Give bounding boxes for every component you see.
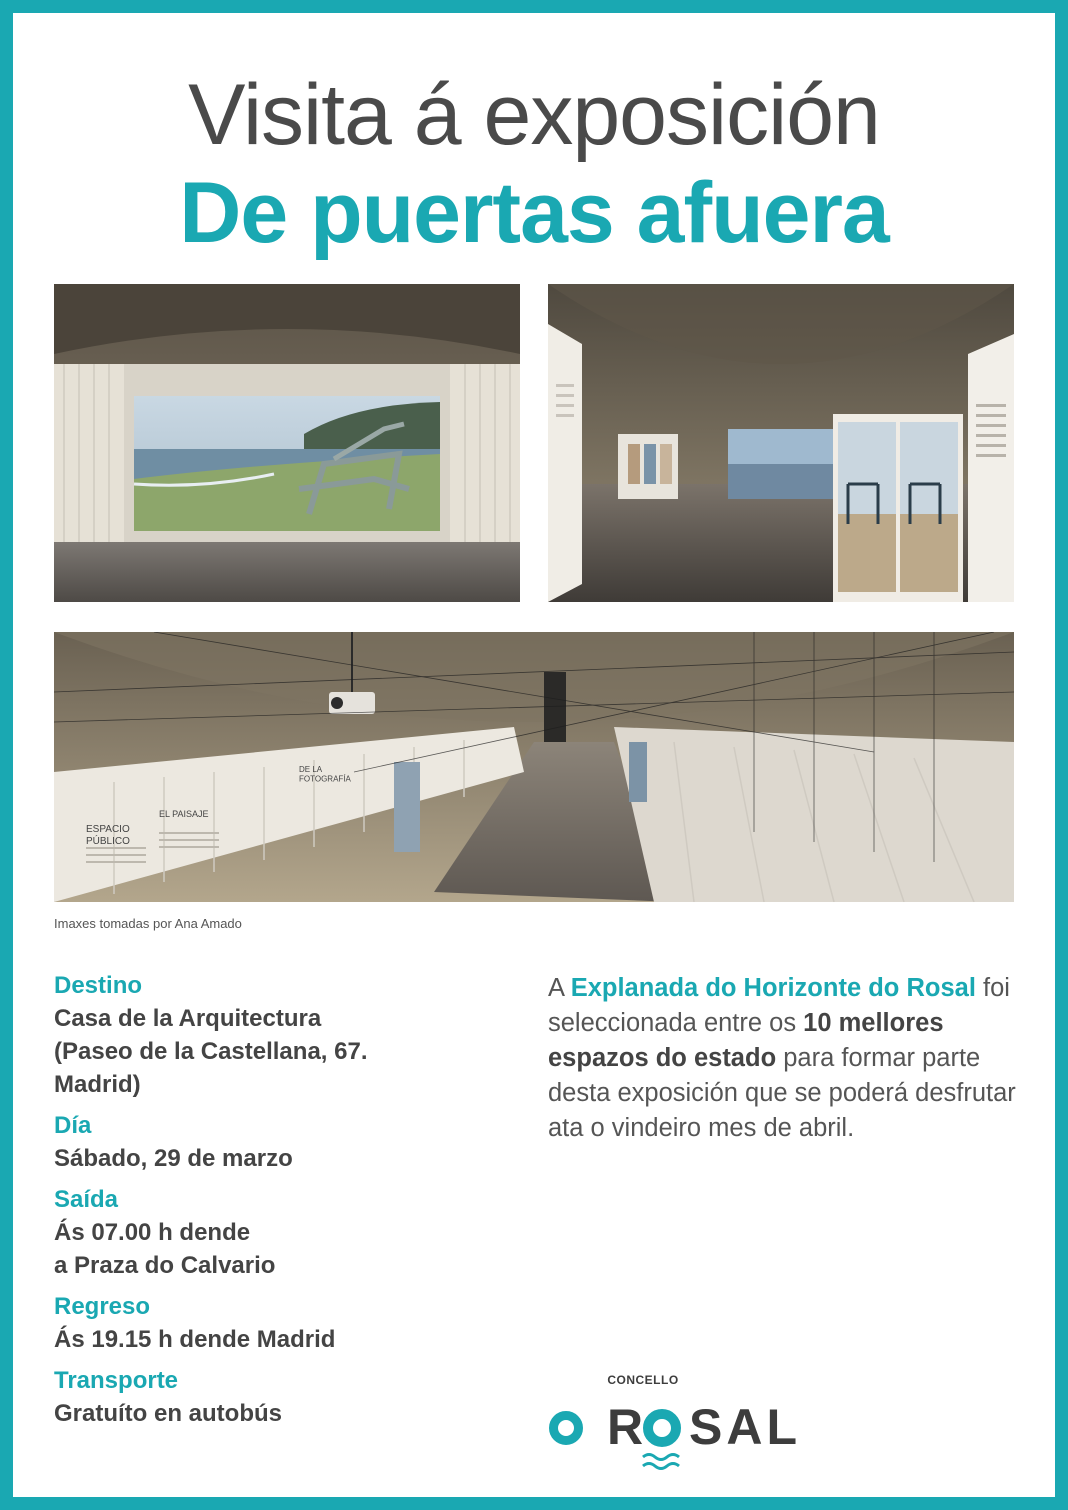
photo-caption: Imaxes tomadas por Ana Amado [54, 916, 242, 931]
title-line-2: De puertas afuera [179, 165, 889, 261]
info-value: Gratuíto en autobús [54, 1400, 282, 1427]
concello-rosal-logo [547, 1373, 801, 1473]
title-line-1: Visita á exposición [188, 67, 880, 163]
info-label: Transporte [54, 1367, 179, 1394]
panel-label-paisaje: EL PAISAJE [159, 809, 209, 819]
info-value: Sábado, 29 de marzo [54, 1145, 293, 1172]
para-text: A [548, 974, 571, 1002]
info-label: Día [54, 1112, 92, 1139]
logo-concello-text: CONCELLO [607, 1373, 679, 1387]
logo-waves-icon [641, 1451, 683, 1471]
description-paragraph [548, 971, 1018, 1146]
para-highlight-place: Explanada do Horizonte do Rosal [570, 974, 976, 1002]
photo-exhibition-hall [54, 632, 1014, 902]
trip-info [54, 969, 494, 1438]
info-value: Ás 07.00 h dende a Praza do Calvario [54, 1219, 276, 1279]
info-transporte [54, 1364, 494, 1430]
para-bold: 10 mellores espazos do estado [548, 1009, 944, 1072]
photo-projection-room [54, 284, 520, 602]
panel-label-espacio: ESPACIO PÚBLICO [86, 824, 130, 847]
para-text: para formar parte desta exposición que se poderá desfrutar ata o vindeiro mes de abril. [548, 1044, 1016, 1142]
logo-letters-sal: SAL [689, 1399, 801, 1455]
info-dia [54, 1109, 494, 1175]
logo-o-circle-icon [549, 1411, 583, 1445]
logo-o-ring-icon [643, 1409, 681, 1447]
info-value: Casa de la Arquitectura (Paseo de la Castellana, 67. Madrid) [54, 1005, 368, 1098]
info-label: Regreso [54, 1293, 151, 1320]
info-regreso [54, 1290, 494, 1356]
info-destino [54, 969, 494, 1101]
para-text: foi seleccionada entre os [548, 974, 1010, 1037]
info-label: Destino [54, 972, 143, 999]
info-value: Ás 19.15 h dende Madrid [54, 1326, 336, 1353]
info-saida [54, 1183, 494, 1282]
logo-letter-r: R [607, 1399, 647, 1455]
photo-gallery-corridor [548, 284, 1014, 602]
panel-label-fotografia: DE LA FOTOGRAFÍA [299, 765, 351, 784]
info-label: Saída [54, 1186, 119, 1213]
